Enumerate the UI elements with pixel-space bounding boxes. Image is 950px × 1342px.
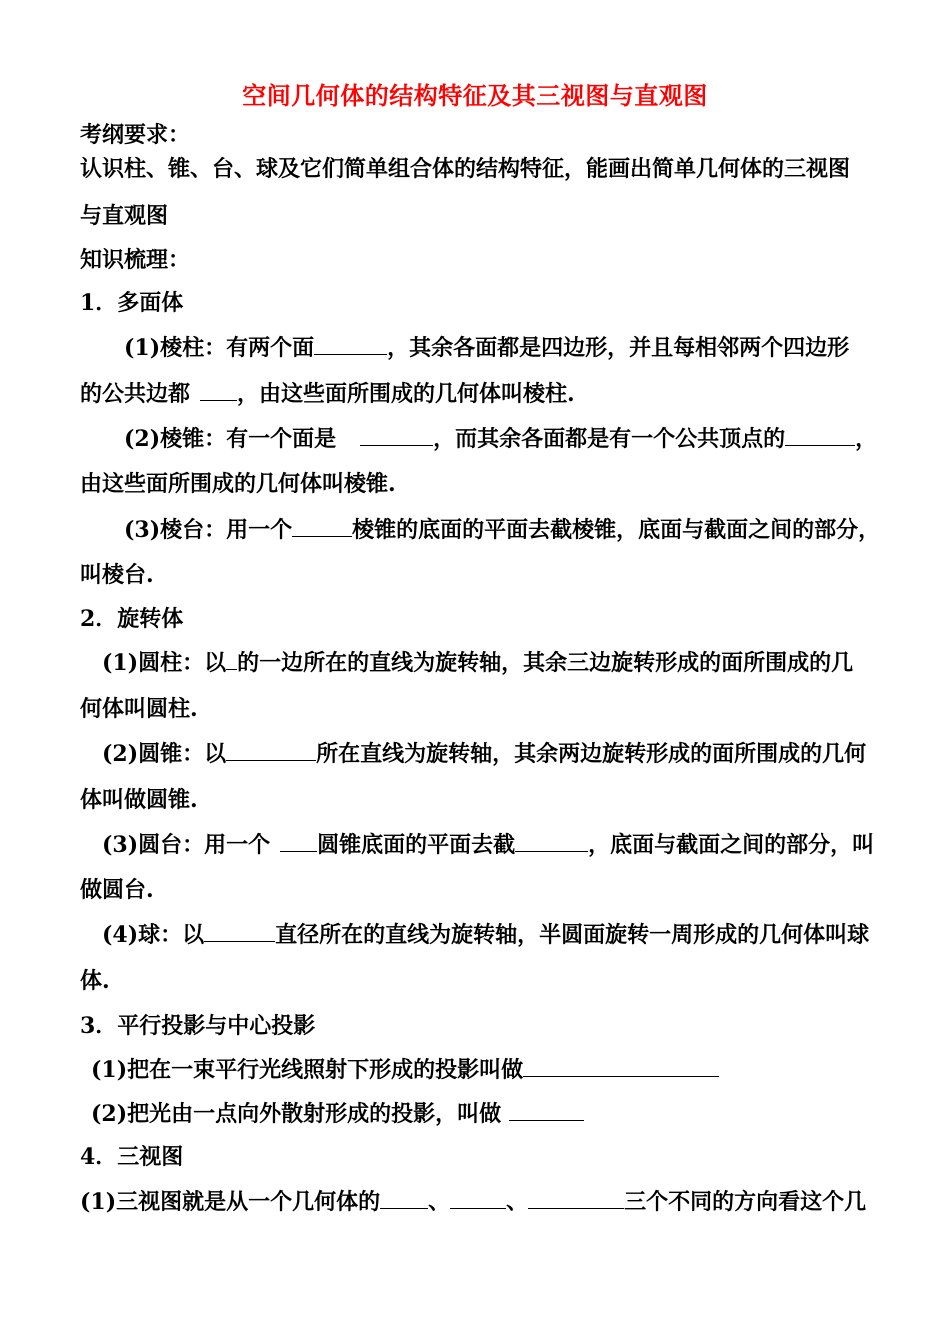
three-views-text-d: 三个不同的方向看这个几	[624, 1189, 867, 1215]
fill-blank[interactable]	[523, 1058, 719, 1077]
prism-text-c: 的公共边都	[80, 381, 191, 407]
exam-requirements-label: 考纲要求：	[80, 122, 191, 148]
fill-blank[interactable]	[450, 1190, 506, 1209]
truncated-cone-text-b: 圆锥底面的平面去截	[317, 832, 516, 858]
fill-blank[interactable]	[226, 742, 316, 761]
fill-blank[interactable]	[200, 382, 237, 401]
frustum-definition-line-1	[124, 518, 880, 541]
fill-blank[interactable]	[360, 427, 433, 446]
frustum-text-b: 棱锥的底面的平面去截棱锥，底面与截面之间的部分，	[352, 517, 881, 543]
fill-blank[interactable]	[314, 336, 387, 355]
frustum-definition-line-2: 叫棱台.	[80, 562, 154, 588]
three-views-sep-1: 、	[428, 1189, 451, 1215]
truncated-cone-text-c: ，底面与截面之间的部分，叫	[588, 832, 875, 858]
three-views-text-a: (1)三视图就是从一个几何体的	[80, 1189, 381, 1215]
cylinder-definition-line-1	[102, 651, 853, 674]
fill-blank[interactable]	[528, 1190, 624, 1209]
section-1-heading: 1．多面体	[80, 290, 184, 316]
exam-requirements-text-line-2: 与直观图	[80, 203, 169, 229]
cone-text-b: 所在直线为旋转轴，其余两边旋转形成的面所围成的几何	[316, 741, 867, 767]
parallel-projection-line	[91, 1058, 719, 1081]
fill-blank[interactable]	[785, 427, 855, 446]
pyramid-text-c: ，	[855, 426, 878, 452]
section-2-heading: 2．旋转体	[80, 606, 184, 632]
truncated-cone-definition-line-1	[102, 833, 874, 856]
cone-definition-line-1	[102, 742, 866, 765]
document-title: 空间几何体的结构特征及其三视图与直观图	[242, 81, 708, 110]
section-4-heading: 4．三视图	[80, 1144, 184, 1170]
cone-definition-line-2: 体叫做圆锥.	[80, 787, 198, 813]
cone-text-a: (2)圆锥：以	[102, 741, 227, 767]
pyramid-definition-line-2: 由这些面所围成的几何体叫棱锥.	[80, 471, 396, 497]
cylinder-text-b: 的一边所在的直线为旋转轴，其余三边旋转形成的面所围成的几	[237, 650, 854, 676]
frustum-text-a: (3)棱台：用一个	[124, 517, 293, 543]
prism-text-d: ，由这些面所围成的几何体叫棱柱.	[237, 381, 575, 407]
sphere-definition-line-1	[102, 923, 869, 946]
truncated-cone-text-a: (3)圆台：用一个	[102, 832, 271, 858]
sphere-definition-line-2: 体.	[80, 968, 110, 994]
section-3-heading: 3．平行投影与中心投影	[80, 1013, 316, 1039]
fill-blank[interactable]	[509, 1102, 584, 1121]
pyramid-text-a: (2)棱锥：有一个面是	[124, 426, 337, 452]
pyramid-text-b: ，而其余各面都是有一个公共顶点的	[433, 426, 786, 452]
fill-blank[interactable]	[204, 923, 275, 942]
three-views-line-1	[80, 1190, 866, 1213]
prism-definition-line-2	[80, 382, 575, 405]
exam-requirements-text-line-1: 认识柱、锥、台、球及它们简单组合体的结构特征，能画出简单几何体的三视图	[80, 156, 851, 182]
fill-blank[interactable]	[515, 833, 588, 852]
knowledge-review-label: 知识梳理：	[80, 247, 191, 273]
fill-blank[interactable]	[292, 518, 352, 537]
fill-blank[interactable]	[280, 833, 317, 852]
pyramid-definition-line-1	[124, 427, 877, 450]
parallel-projection-text: (1)把在一束平行光线照射下形成的投影叫做	[91, 1057, 524, 1083]
prism-definition-line-1	[124, 336, 849, 359]
central-projection-line	[91, 1102, 584, 1125]
truncated-cone-definition-line-2: 做圆台.	[80, 877, 154, 903]
cylinder-definition-line-2: 何体叫圆柱.	[80, 696, 198, 722]
prism-text-a: (1)棱柱：有两个面	[124, 335, 315, 361]
cylinder-text-a: (1)圆柱：以	[102, 650, 227, 676]
central-projection-text: (2)把光由一点向外散射形成的投影，叫做	[91, 1101, 502, 1127]
sphere-text-b: 直径所在的直线为旋转轴，半圆面旋转一周形成的几何体叫球	[275, 922, 870, 948]
three-views-sep-2: 、	[506, 1189, 529, 1215]
fill-blank[interactable]	[226, 651, 237, 670]
prism-text-b: ，其余各面都是四边形，并且每相邻两个四边形	[387, 335, 850, 361]
sphere-text-a: (4)球：以	[102, 922, 205, 948]
fill-blank[interactable]	[380, 1190, 428, 1209]
